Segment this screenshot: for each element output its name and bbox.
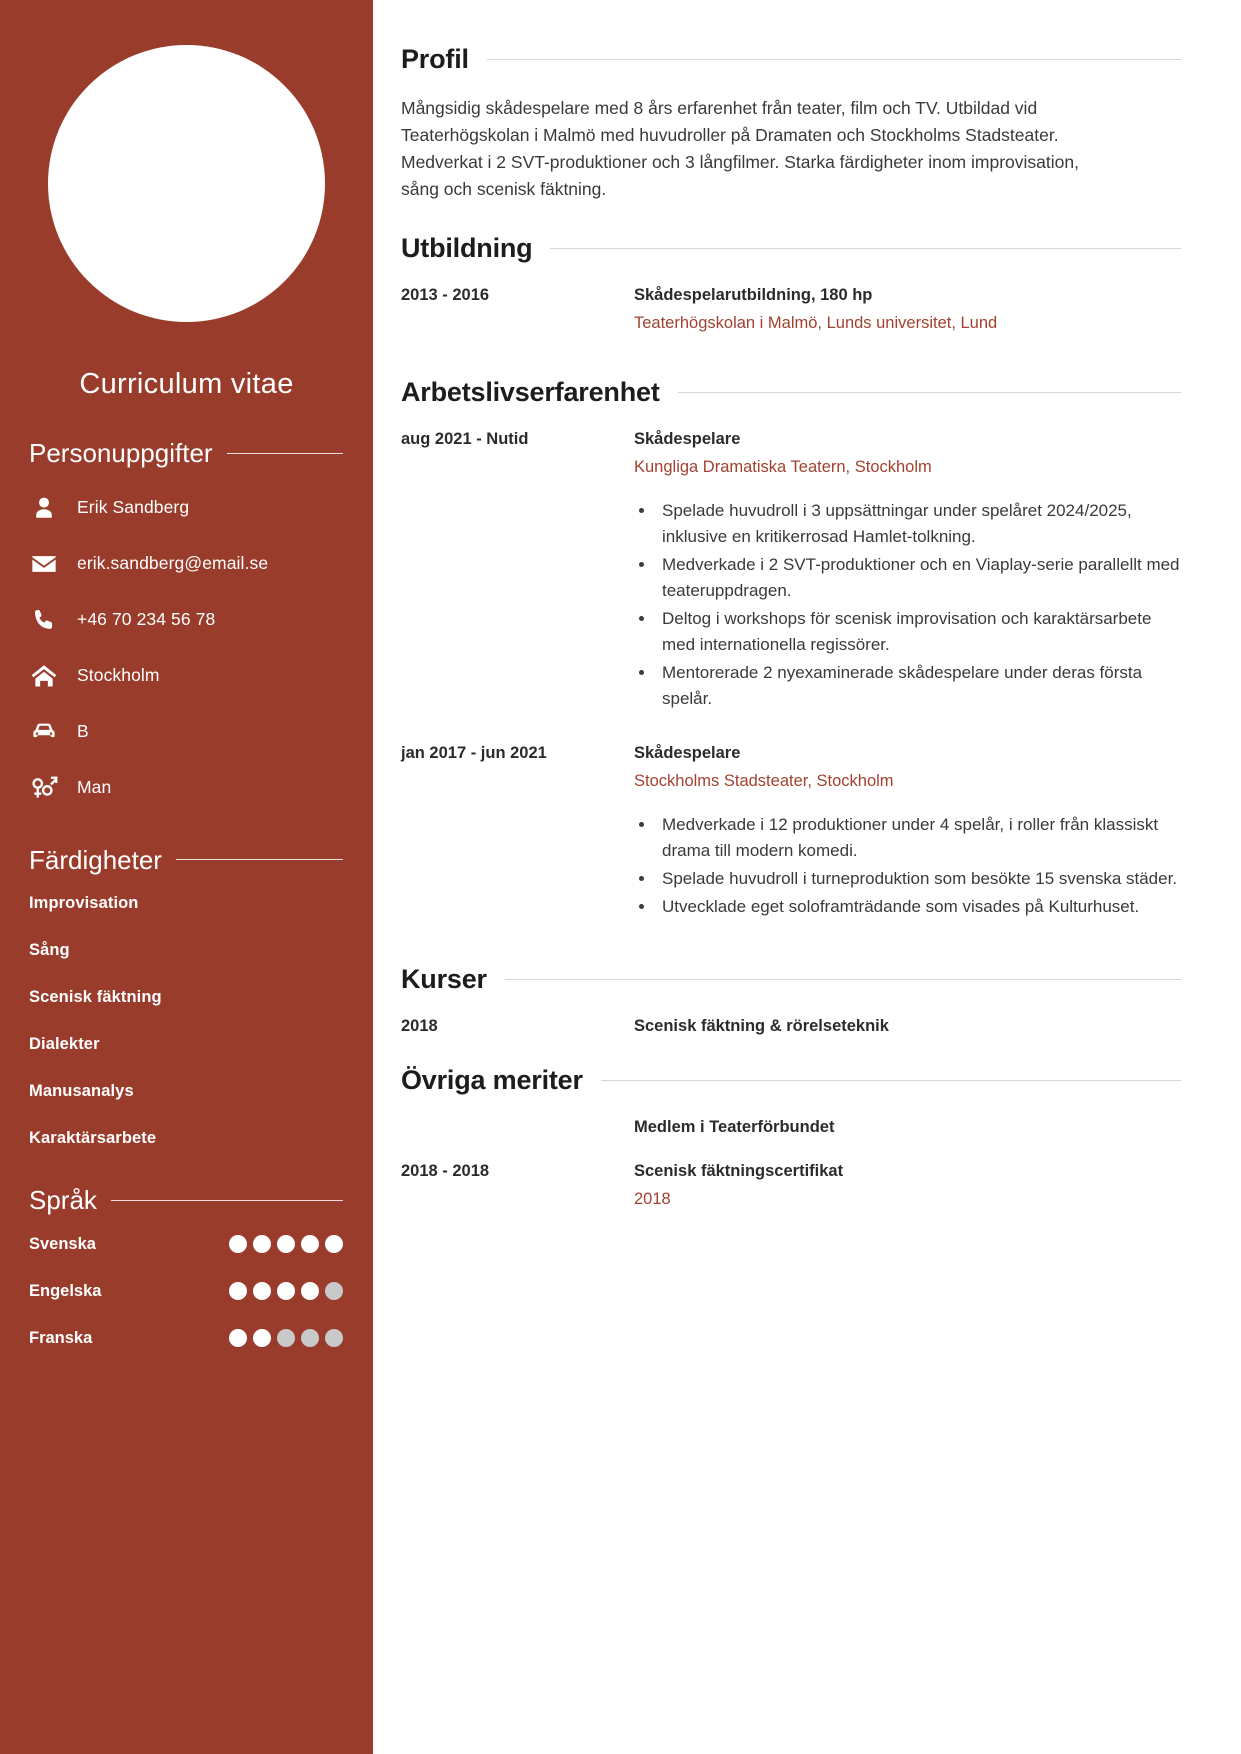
language-row: [29, 1329, 343, 1348]
gender-icon: [29, 773, 59, 803]
experience-entry: [401, 742, 1181, 922]
language-name: Svenska: [29, 1234, 96, 1253]
entry-title: Skådespelare: [634, 430, 741, 449]
rating-dot: [229, 1329, 247, 1347]
contact-value-name: Erik Sandberg: [77, 497, 190, 518]
experience-heading: Arbetslivserfarenhet: [401, 377, 660, 408]
car-icon: [29, 717, 59, 747]
rating-dot: [277, 1235, 295, 1253]
skills-heading: Färdigheter: [29, 844, 162, 875]
entry-title: Skådespelare: [634, 744, 741, 763]
bullet-item: • Utvecklade eget soloframträdande som visades på Kulturhuset.: [656, 894, 1181, 920]
main-content: [373, 0, 1241, 1754]
contact-row-phone: [29, 600, 343, 640]
entry-dates: jan 2017 - jun 2021: [401, 744, 547, 763]
heading-rule: [678, 392, 1181, 393]
heading-rule: [505, 979, 1181, 980]
contact-value-license: B: [77, 721, 89, 742]
experience-entry: [401, 428, 1181, 714]
cv-title: Curriculum vitae: [79, 368, 294, 400]
sidebar: [0, 0, 373, 1754]
experience-header: [401, 377, 1181, 408]
languages-section: [0, 1186, 373, 1348]
bullet-item: • Medverkade i 12 produktioner under 4 spelår, i roller från klassiskt drama till modern komedi.: [656, 812, 1181, 864]
entry-title: Scenisk fäktningscertifikat: [634, 1161, 844, 1180]
rating-dot: [325, 1329, 343, 1347]
rating-dot: [301, 1282, 319, 1300]
person-icon: [29, 493, 59, 523]
avatar: [48, 45, 325, 322]
heading-rule: [487, 59, 1181, 60]
rating-dot: [229, 1235, 247, 1253]
entry-body: [634, 428, 1181, 714]
entry-dates: aug 2021 - Nutid: [401, 430, 529, 449]
entry-title: Scenisk fäktning & rörelseteknik: [634, 1016, 889, 1035]
bullet-item: • Deltog i workshops för scenisk improvisation och karaktärsarbete med internationella regissörer.: [656, 606, 1181, 658]
rating-dot: [325, 1282, 343, 1300]
heading-rule: [601, 1080, 1181, 1081]
rating-dot: [253, 1235, 271, 1253]
other-merits-section: [401, 1065, 1181, 1212]
languages-header: [29, 1186, 343, 1215]
contact-row-email: [29, 544, 343, 584]
rating-dot: [277, 1329, 295, 1347]
entry-bullet-list: [656, 812, 1181, 920]
profile-text: Mångsidig skådespelare med 8 års erfarenhet från teater, film och TV. Utbildad vid Teaterhögskolan i Malmö med huvudroller på Dramaten och Stockholms Stadsteater. Medverkat i 2 SVT-produktioner och 3 långfilmer. Starka färdigheter inom improvisation, sång och scenisk fäktning.: [401, 98, 1079, 199]
profile-header: [401, 44, 1181, 75]
skill-item: Dialekter: [29, 1035, 100, 1054]
entry-dates: 2018: [401, 1016, 438, 1035]
other-merits-header: [401, 1065, 1181, 1096]
spacer: [401, 1045, 1181, 1059]
entry-dates: [401, 1116, 634, 1118]
entry-title: Medlem i Teaterförbundet: [634, 1117, 835, 1136]
other-merit-entry: [401, 1160, 1181, 1212]
entry-bullet-list: [656, 498, 1181, 712]
skill-item: Karaktärsarbete: [29, 1129, 157, 1148]
education-entry: [401, 284, 1181, 336]
skill-item: Sång: [29, 941, 70, 960]
contact-row-license: [29, 712, 343, 752]
language-rating: [229, 1235, 343, 1253]
other-merit-entry: [401, 1116, 1181, 1140]
bullet-item: • Medverkade i 2 SVT-produktioner och en Viaplay-serie parallellt med teateruppdragen.: [656, 552, 1181, 604]
other-merits-heading: Övriga meriter: [401, 1064, 583, 1095]
contact-value-phone: +46 70 234 56 78: [77, 609, 216, 630]
spacer: [401, 720, 1181, 742]
language-name: Franska: [29, 1328, 93, 1347]
spacer: [401, 928, 1181, 958]
rating-dot: [253, 1282, 271, 1300]
languages-heading: Språk: [29, 1185, 97, 1216]
rating-dot: [301, 1235, 319, 1253]
education-section: [401, 233, 1181, 372]
skills-section: [0, 846, 373, 1149]
skill-item: Improvisation: [29, 894, 139, 913]
heading-rule: [111, 1200, 343, 1201]
heading-rule: [227, 453, 343, 454]
entry-organization: 2018: [634, 1189, 671, 1208]
entry-organization: Kungliga Dramatiska Teatern, Stockholm: [634, 458, 932, 477]
entry-title: Skådespelarutbildning, 180 hp: [634, 285, 873, 304]
entry-dates: 2018 - 2018: [401, 1161, 490, 1180]
skill-item: Manusanalys: [29, 1082, 134, 1101]
phone-icon: [29, 605, 59, 635]
language-row: [29, 1282, 343, 1301]
heading-rule: [550, 248, 1181, 249]
language-name: Engelska: [29, 1281, 102, 1300]
spacer: [401, 341, 1181, 371]
courses-header: [401, 964, 1181, 995]
entry-body: [634, 1116, 1181, 1140]
rating-dot: [301, 1329, 319, 1347]
envelope-icon: [29, 549, 59, 579]
course-entry: [401, 1015, 1181, 1039]
entry-organization: Stockholms Stadsteater, Stockholm: [634, 772, 894, 791]
language-row: [29, 1235, 343, 1254]
entry-body: [634, 1160, 1181, 1212]
entry-organization: Teaterhögskolan i Malmö, Lunds universitet, Lund: [634, 313, 998, 332]
bullet-item: • Spelade huvudroll i turneproduktion som besökte 15 svenska städer.: [656, 866, 1181, 892]
entry-body: [634, 284, 1181, 336]
rating-dot: [229, 1282, 247, 1300]
entry-dates: 2013 - 2016: [401, 285, 490, 304]
avatar-container: [0, 0, 373, 322]
language-rating: [229, 1329, 343, 1347]
courses-section: [401, 964, 1181, 1059]
experience-section: [401, 377, 1181, 957]
rating-dot: [325, 1235, 343, 1253]
personal-details-heading: Personuppgifter: [29, 438, 213, 468]
house-icon: [29, 661, 59, 691]
courses-heading: Kurser: [401, 963, 487, 994]
skills-header: [29, 846, 343, 875]
entry-body: [634, 1015, 1181, 1039]
contact-value-gender: Man: [77, 777, 112, 798]
contact-row-name: [29, 488, 343, 528]
entry-body: [634, 742, 1181, 922]
education-header: [401, 233, 1181, 264]
contact-value-city: Stockholm: [77, 665, 160, 686]
profile-heading: Profil: [401, 44, 469, 74]
education-heading: Utbildning: [401, 232, 533, 263]
bullet-item: • Mentorerade 2 nyexaminerade skådespelare under deras första spelår.: [656, 660, 1181, 712]
rating-dot: [253, 1329, 271, 1347]
spacer: [401, 1146, 1181, 1160]
rating-dot: [277, 1282, 295, 1300]
language-rating: [229, 1282, 343, 1300]
contact-value-email: erik.sandberg@email.se: [77, 553, 269, 574]
heading-rule: [176, 859, 343, 860]
personal-details-section: [0, 439, 373, 808]
contact-row-gender: [29, 768, 343, 808]
contact-row-city: [29, 656, 343, 696]
profile-section: [401, 44, 1181, 203]
bullet-item: • Spelade huvudroll i 3 uppsättningar under spelåret 2024/2025, inklusive en kritikerrosad Hamlet-tolkning.: [656, 498, 1181, 550]
skill-item: Scenisk fäktning: [29, 988, 162, 1007]
personal-details-header: [29, 439, 343, 468]
